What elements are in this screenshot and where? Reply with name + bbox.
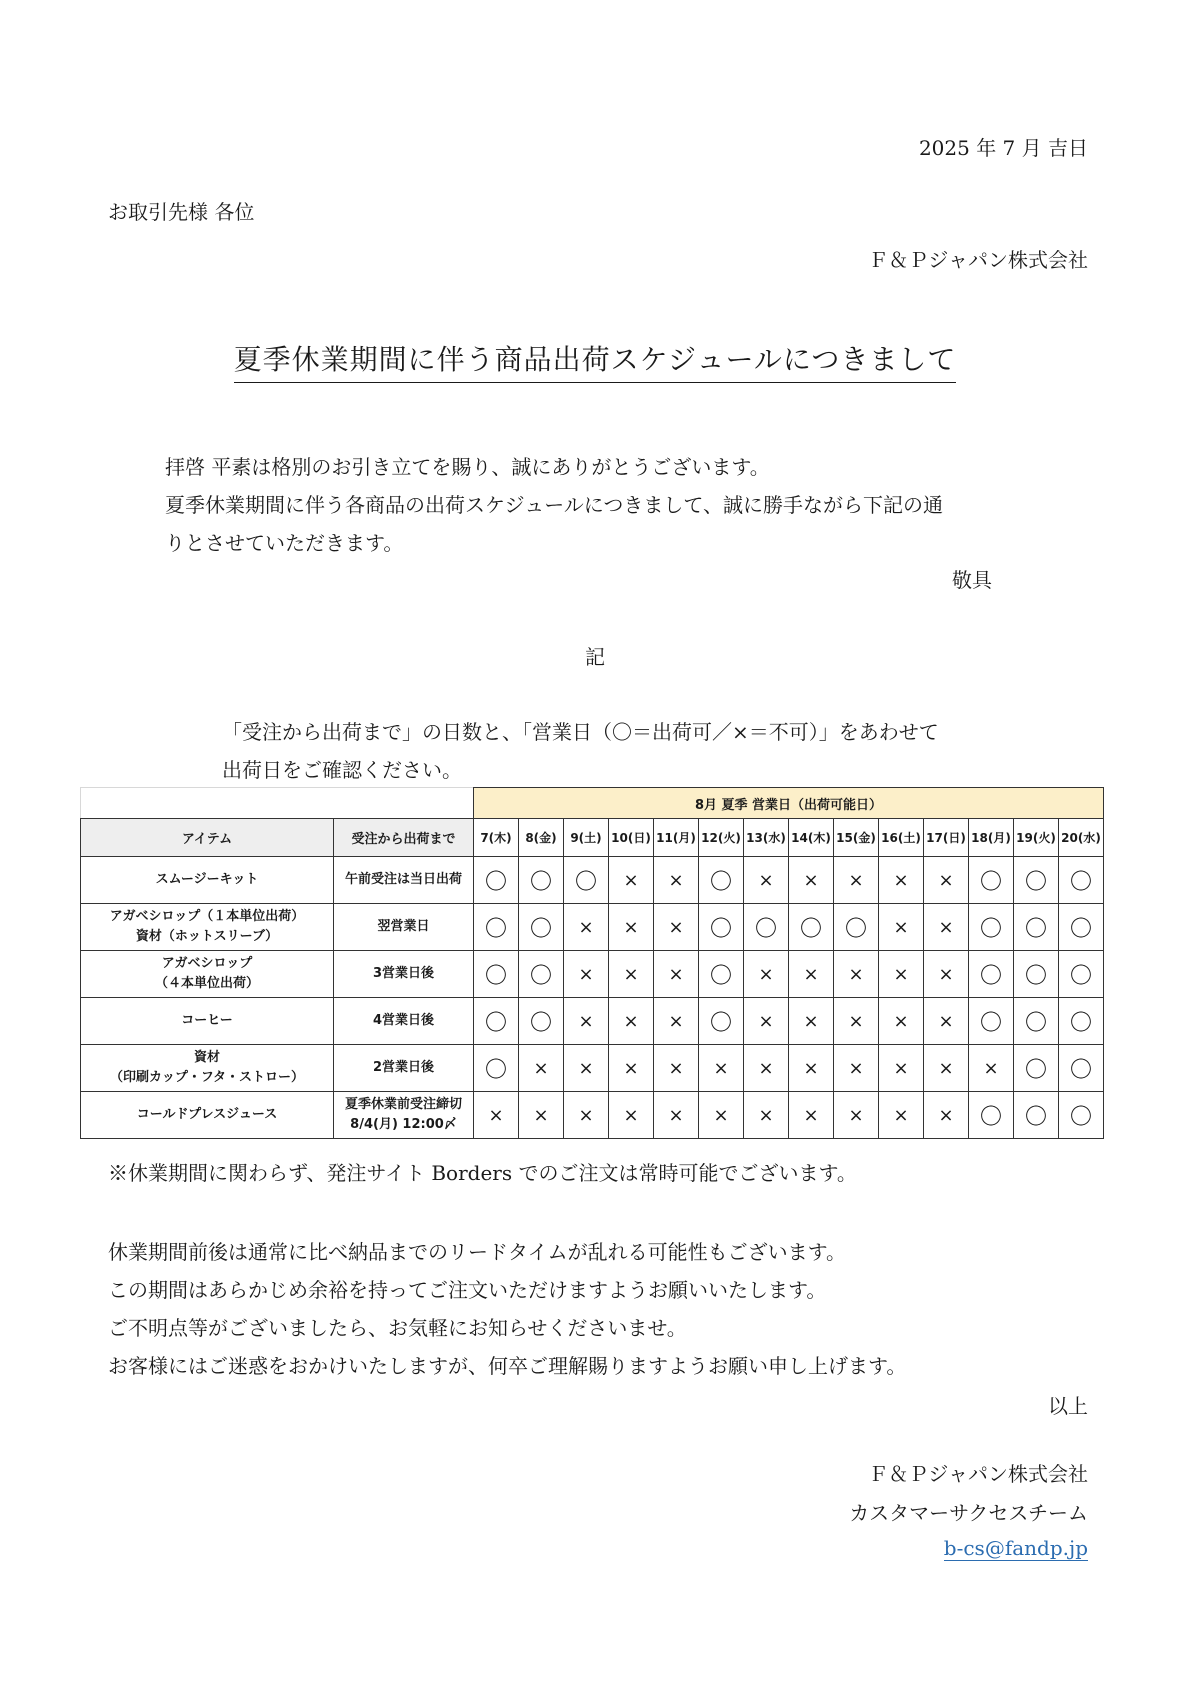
- ship-no-mark: ×: [744, 1092, 789, 1139]
- lead-time-line-1: 3営業日後: [372, 966, 435, 981]
- ship-ok-mark: 〇: [969, 951, 1014, 998]
- ship-no-mark: ×: [744, 998, 789, 1045]
- table-row: [81, 998, 1104, 1045]
- ship-no-mark: ×: [654, 904, 699, 951]
- greeting-line-2: 夏季休業期間に伴う各商品の出荷スケジュールにつきまして、誠に勝手ながら下記の通: [165, 493, 943, 517]
- ship-ok-mark: 〇: [474, 998, 519, 1045]
- ship-no-mark: ×: [609, 951, 654, 998]
- document-date: 2025 年 7 月 吉日: [918, 136, 1088, 160]
- ship-no-mark: ×: [834, 951, 879, 998]
- ship-ok-mark: 〇: [1014, 1092, 1059, 1139]
- body-line-4: お客様にはご迷惑をおかけいたしますが、何卒ご理解賜りますようお願い申し上げます。: [108, 1354, 907, 1378]
- ship-no-mark: ×: [609, 1045, 654, 1092]
- ship-no-mark: ×: [609, 904, 654, 951]
- ship-ok-mark: 〇: [474, 1045, 519, 1092]
- ship-ok-mark: 〇: [474, 904, 519, 951]
- ki-heading: 記: [585, 645, 605, 669]
- ship-ok-mark: 〇: [519, 857, 564, 904]
- lead-time-line-1: 午前受注は当日出荷: [344, 872, 462, 887]
- note-line-1: 「受注から出荷まで」の日数と、「営業日（〇＝出荷可／×＝不可）」をあわせて: [222, 720, 939, 744]
- ship-no-mark: ×: [969, 1045, 1014, 1092]
- ship-no-mark: ×: [879, 998, 924, 1045]
- ship-ok-mark: 〇: [699, 951, 744, 998]
- day-header: 15(金): [834, 819, 879, 857]
- ship-no-mark: ×: [879, 1045, 924, 1092]
- item-name-line-1: スムージーキット: [155, 872, 259, 887]
- greeting-line-3: りとさせていただきます。: [165, 531, 404, 555]
- day-header: 16(土): [879, 819, 924, 857]
- day-header: 18(月): [969, 819, 1014, 857]
- ship-no-mark: ×: [609, 998, 654, 1045]
- ship-no-mark: ×: [924, 857, 969, 904]
- item-name-line-1: 資材: [193, 1050, 220, 1065]
- lead-time-cell: [334, 904, 474, 951]
- ship-no-mark: ×: [654, 1045, 699, 1092]
- ship-no-mark: ×: [609, 1092, 654, 1139]
- ship-ok-mark: 〇: [519, 951, 564, 998]
- ship-no-mark: ×: [789, 1092, 834, 1139]
- item-name-line-2: （４本単位出荷）: [154, 976, 259, 991]
- ship-ok-mark: 〇: [1014, 998, 1059, 1045]
- table-row: [81, 951, 1104, 998]
- item-name-line-1: コールドプレスジュース: [136, 1107, 278, 1122]
- ship-ok-mark: 〇: [969, 998, 1014, 1045]
- lead-time-line-1: 夏季休業前受注締切: [344, 1097, 462, 1112]
- ship-no-mark: ×: [834, 998, 879, 1045]
- lead-time-cell: [334, 951, 474, 998]
- ship-no-mark: ×: [924, 1045, 969, 1092]
- ship-no-mark: ×: [789, 1045, 834, 1092]
- signature-company: Ｆ＆Ｐジャパン株式会社: [868, 1462, 1088, 1486]
- document-title-text: 夏季休業期間に伴う商品出荷スケジュールにつきまして: [234, 343, 957, 383]
- table-row: [81, 857, 1104, 904]
- ship-ok-mark: 〇: [969, 857, 1014, 904]
- item-name-line-1: コーヒー: [181, 1013, 233, 1028]
- greeting-line-1: 拝啓 平素は格別のお引き立てを賜り、誠にありがとうございます。: [165, 455, 770, 479]
- day-header: 19(火): [1014, 819, 1059, 857]
- ship-no-mark: ×: [744, 951, 789, 998]
- banner-blank-cell: [81, 788, 474, 819]
- body-line-1: 休業期間前後は通常に比べ納品までのリードタイムが乱れる可能性もございます。: [108, 1240, 846, 1264]
- ship-no-mark: ×: [654, 1092, 699, 1139]
- day-header: 11(月): [654, 819, 699, 857]
- ship-ok-mark: 〇: [834, 904, 879, 951]
- ship-ok-mark: 〇: [1014, 857, 1059, 904]
- ship-no-mark: ×: [564, 904, 609, 951]
- ship-ok-mark: 〇: [1059, 951, 1104, 998]
- body-line-3: ご不明点等がございましたら、お気軽にお知らせくださいませ。: [108, 1316, 687, 1340]
- ship-no-mark: ×: [744, 1045, 789, 1092]
- ship-ok-mark: 〇: [1059, 857, 1104, 904]
- ship-no-mark: ×: [564, 998, 609, 1045]
- day-header: 8(金): [519, 819, 564, 857]
- lead-time-cell: [334, 998, 474, 1045]
- day-header: 7(木): [474, 819, 519, 857]
- lead-time-line-1: 2営業日後: [372, 1060, 435, 1075]
- ship-no-mark: ×: [699, 1092, 744, 1139]
- col-header-item: アイテム: [81, 819, 334, 857]
- signature-email-link[interactable]: b-cs@fandp.jp: [943, 1536, 1088, 1560]
- ship-ok-mark: 〇: [699, 904, 744, 951]
- ship-no-mark: ×: [564, 1045, 609, 1092]
- ship-ok-mark: 〇: [1059, 1045, 1104, 1092]
- day-header: 13(水): [744, 819, 789, 857]
- item-name-cell: [81, 857, 334, 904]
- ship-no-mark: ×: [924, 1092, 969, 1139]
- ship-no-mark: ×: [879, 1092, 924, 1139]
- ship-no-mark: ×: [519, 1045, 564, 1092]
- ship-no-mark: ×: [834, 1045, 879, 1092]
- item-name-cell: [81, 998, 334, 1045]
- item-name-cell: [81, 1092, 334, 1139]
- ship-ok-mark: 〇: [474, 857, 519, 904]
- item-name-cell: [81, 1045, 334, 1092]
- ship-no-mark: ×: [834, 1092, 879, 1139]
- ship-ok-mark: 〇: [519, 998, 564, 1045]
- item-name-cell: [81, 951, 334, 998]
- ship-no-mark: ×: [744, 857, 789, 904]
- footnote: ※休業期間に関わらず、発注サイト Borders でのご注文は常時可能でございます。: [108, 1161, 857, 1185]
- ship-no-mark: ×: [654, 857, 699, 904]
- item-name-line-1: アガベシロップ: [161, 956, 253, 971]
- lead-time-cell: [334, 1045, 474, 1092]
- ship-ok-mark: 〇: [969, 904, 1014, 951]
- ship-no-mark: ×: [789, 998, 834, 1045]
- ship-no-mark: ×: [699, 1045, 744, 1092]
- ship-no-mark: ×: [789, 951, 834, 998]
- ship-no-mark: ×: [654, 998, 699, 1045]
- ship-no-mark: ×: [834, 857, 879, 904]
- day-header: 17(日): [924, 819, 969, 857]
- ship-ok-mark: 〇: [699, 857, 744, 904]
- ship-ok-mark: 〇: [1059, 904, 1104, 951]
- business-days-banner: 8月 夏季 営業日（出荷可能日）: [474, 788, 1104, 819]
- ship-no-mark: ×: [924, 951, 969, 998]
- lead-time-cell: [334, 1092, 474, 1139]
- body-line-2: この期間はあらかじめ余裕を持ってご注文いただけますようお願いいたします。: [108, 1278, 827, 1302]
- day-header: 10(日): [609, 819, 654, 857]
- item-name-line-2: 資材（ホットスリーブ）: [135, 929, 279, 944]
- note-line-2: 出荷日をご確認ください。: [222, 758, 462, 782]
- day-header: 12(火): [699, 819, 744, 857]
- greeting-closing: 敬具: [952, 568, 992, 592]
- ship-no-mark: ×: [564, 1092, 609, 1139]
- ship-no-mark: ×: [564, 951, 609, 998]
- table-row: [81, 1045, 1104, 1092]
- lead-time-line-1: 翌営業日: [377, 919, 430, 934]
- ship-ok-mark: 〇: [969, 1092, 1014, 1139]
- ship-no-mark: ×: [609, 857, 654, 904]
- ship-no-mark: ×: [879, 904, 924, 951]
- signature-team: カスタマーサクセスチーム: [849, 1501, 1088, 1525]
- recipient: お取引先様 各位: [108, 200, 255, 224]
- shipping-schedule-table: [80, 787, 1104, 1139]
- sender-company: Ｆ＆Ｐジャパン株式会社: [868, 248, 1088, 272]
- item-name-line-1: アガベシロップ（１本単位出荷）: [109, 909, 305, 924]
- ship-ok-mark: 〇: [699, 998, 744, 1045]
- ship-no-mark: ×: [654, 951, 699, 998]
- ship-no-mark: ×: [879, 951, 924, 998]
- table-row: [81, 1092, 1104, 1139]
- schedule-body: [81, 857, 1104, 1139]
- banner-row: [81, 788, 1104, 819]
- day-header: 9(土): [564, 819, 609, 857]
- table-row: [81, 904, 1104, 951]
- ship-no-mark: ×: [924, 904, 969, 951]
- ship-ok-mark: 〇: [1014, 951, 1059, 998]
- ship-ok-mark: 〇: [1014, 1045, 1059, 1092]
- ship-ok-mark: 〇: [744, 904, 789, 951]
- lead-time-cell: [334, 857, 474, 904]
- ship-no-mark: ×: [924, 998, 969, 1045]
- ship-ok-mark: 〇: [789, 904, 834, 951]
- ship-no-mark: ×: [474, 1092, 519, 1139]
- ship-no-mark: ×: [879, 857, 924, 904]
- item-name-line-2: （印刷カップ・フタ・ストロー）: [110, 1070, 304, 1085]
- ship-ok-mark: 〇: [1014, 904, 1059, 951]
- item-name-cell: [81, 904, 334, 951]
- ship-ok-mark: 〇: [564, 857, 609, 904]
- lead-time-line-2: 8/4(月) 12:00〆: [350, 1117, 457, 1132]
- ship-ok-mark: 〇: [1059, 1092, 1104, 1139]
- header-row: [81, 819, 1104, 857]
- ship-no-mark: ×: [789, 857, 834, 904]
- day-header: 20(水): [1059, 819, 1104, 857]
- ship-no-mark: ×: [519, 1092, 564, 1139]
- lead-time-line-1: 4営業日後: [372, 1013, 435, 1028]
- col-header-lead-time: 受注から出荷まで: [334, 819, 474, 857]
- closing-ijou: 以上: [1048, 1394, 1088, 1418]
- ship-ok-mark: 〇: [1059, 998, 1104, 1045]
- ship-ok-mark: 〇: [474, 951, 519, 998]
- document-title: [0, 338, 1190, 378]
- ship-ok-mark: 〇: [519, 904, 564, 951]
- day-header: 14(木): [789, 819, 834, 857]
